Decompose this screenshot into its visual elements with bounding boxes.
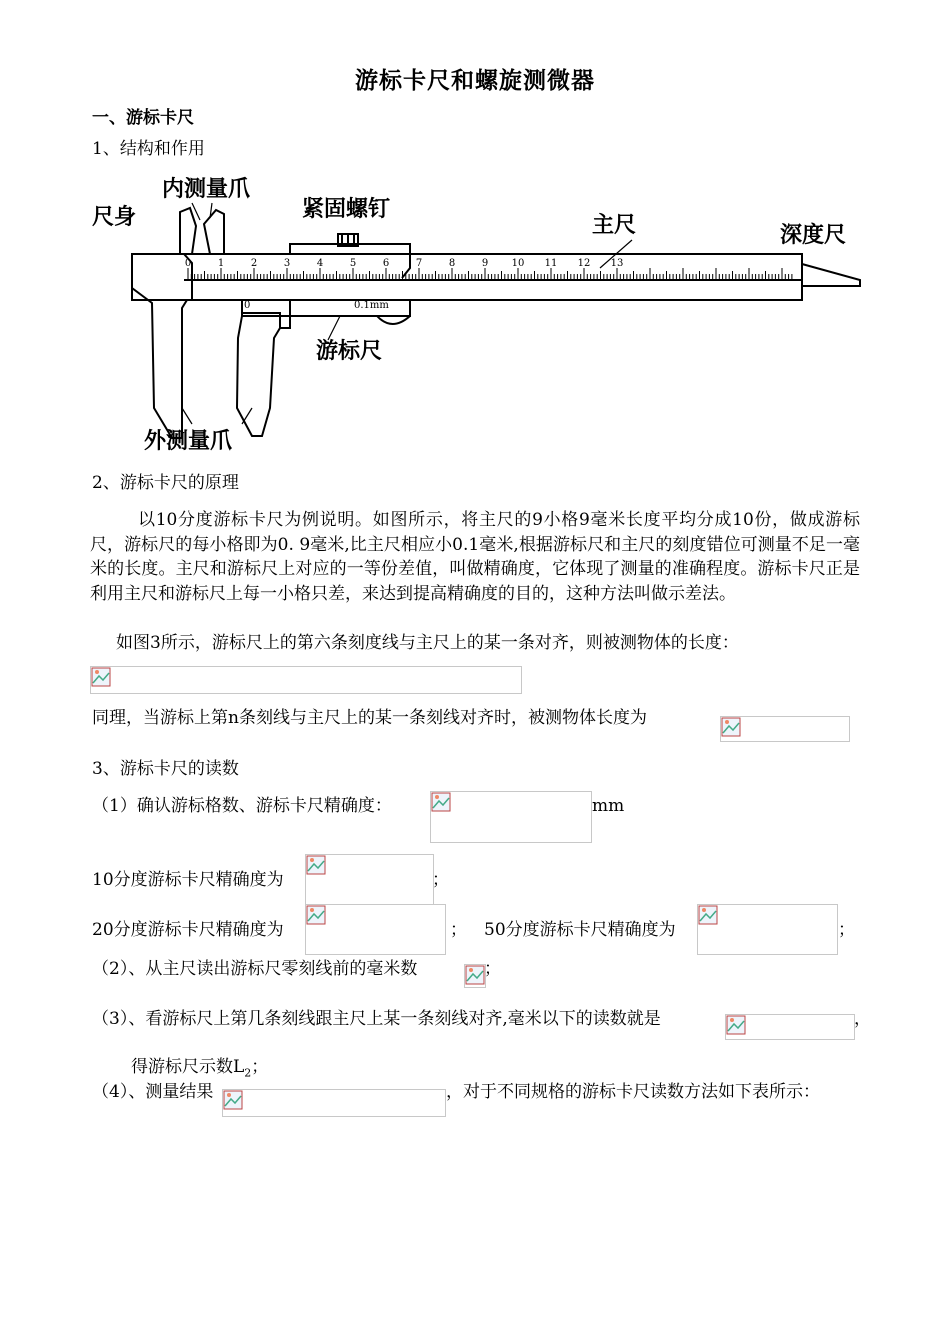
formula-image-prec10 [305,854,434,905]
page-title: 游标卡尺和螺旋测微器 [355,67,595,94]
broken-image-icon [465,965,485,985]
main-scale-tick-label: 5 [349,258,357,269]
semicolon-4: ； [484,959,501,979]
broken-image-icon [223,1090,243,1110]
broken-image-icon [698,905,718,925]
n-line-sentence: 同理，当游标上第n条刻线与主尺上的某一条刻线对齐时，被测物体长度为 [92,708,647,728]
broken-image-icon [306,905,326,925]
main-scale-tick-label: 6 [382,258,390,269]
semicolon-3: ； [838,920,855,940]
step1-text: （1）确认游标格数、游标卡尺精确度： [92,796,392,816]
broken-image-icon [726,1015,746,1035]
step3-result-pre: 得游标尺示数 [131,1057,233,1077]
semicolon-1: ； [432,870,449,890]
step3-text: （3）、看游标尺上第几条刻线跟主尺上某一条刻线对齐,毫米以下的读数就是 [92,1009,661,1029]
step4-post-text: ，对于不同规格的游标卡尺读数方法如下表所示： [446,1082,820,1102]
subheading-reading: 3、游标卡尺的读数 [92,759,239,779]
main-scale-tick-label: 7 [415,258,423,269]
formula-image-n-length [720,716,850,742]
fig3-sentence: 如图3所示，游标尺上的第六条刻度线与主尺上的某一条对齐，则被测物体的长度： [116,633,739,653]
broken-image-icon [431,792,451,812]
semicolon-2: ； [450,920,467,940]
step3-result-post: ； [251,1057,269,1077]
step1-unit: mm [592,796,625,816]
step2-text: （2）、从主尺读出游标尺零刻线前的毫米数 [92,959,418,979]
main-scale-tick-label: 9 [481,258,489,269]
label-outer-jaws: 外测量爪 [144,429,233,454]
variable-l: L [233,1057,245,1077]
vernier-caliper-figure [92,168,872,458]
main-scale-tick-label: 3 [283,258,291,269]
main-scale-tick-label: 10 [511,258,525,269]
label-vernier: 游标尺 [316,339,383,364]
main-scale-tick-label: 1 [217,258,225,269]
variable-subscript: 2 [244,1066,252,1080]
main-scale-tick-label: 0 [184,258,192,269]
precision-20-text: 20分度游标卡尺精确度为 [92,920,284,940]
label-lock-screw: 紧固螺钉 [302,197,391,222]
main-scale-tick-label: 2 [250,258,258,269]
formula-image-prec20 [305,904,446,955]
vernier-precision-text: 0.1mm [354,300,389,311]
main-scale-tick-label: 8 [448,258,456,269]
formula-image-step3 [725,1014,855,1040]
formula-image-precision [430,791,592,843]
label-inner-jaws: 内测量爪 [162,177,251,202]
precision-10-text: 10分度游标卡尺精确度为 [92,870,284,890]
formula-image-step2 [464,964,486,988]
label-main-scale: 主尺 [592,213,637,238]
section-heading-vernier: 一、游标卡尺 [92,108,194,128]
formula-image-fig3 [90,666,522,694]
broken-image-icon [91,667,111,687]
principle-text: 以10分度游标卡尺为例说明。如图所示，将主尺的9小格9毫米长度平均分成10份，做成游标尺，游标尺的每小格即为0. 9毫米,比主尺相应小0.1毫米,根据游标尺和主尺的刻度错位可测量不足一毫米的长度。主尺和游标尺上对应的一等份差值，叫做精确度，它体现了测量的准确程度。游标卡尺正是利用主尺和游标尺上每一小格只差，来达到提高精确度的目的，这种方法叫做示差法。 [90,510,860,604]
formula-image-step4 [222,1089,446,1117]
formula-image-prec50 [697,904,838,955]
label-ruler-body: 尺身 [92,205,137,230]
main-scale-tick-label: 11 [544,258,558,269]
broken-image-icon [721,717,741,737]
label-depth-rod: 深度尺 [780,223,847,248]
subheading-structure: 1、结构和作用 [92,139,205,159]
main-scale-tick-label: 12 [577,258,591,269]
precision-50-text: 50分度游标卡尺精确度为 [484,920,676,940]
main-scale-tick-label: 13 [610,258,624,269]
subheading-principle: 2、游标卡尺的原理 [92,473,239,493]
step4-text: （4）、测量结果 [92,1082,214,1102]
broken-image-icon [306,855,326,875]
comma-step3: ， [854,1009,871,1029]
vernier-zero-label: 0 [244,300,251,311]
main-scale-tick-label: 4 [316,258,324,269]
principle-paragraph [90,508,860,606]
